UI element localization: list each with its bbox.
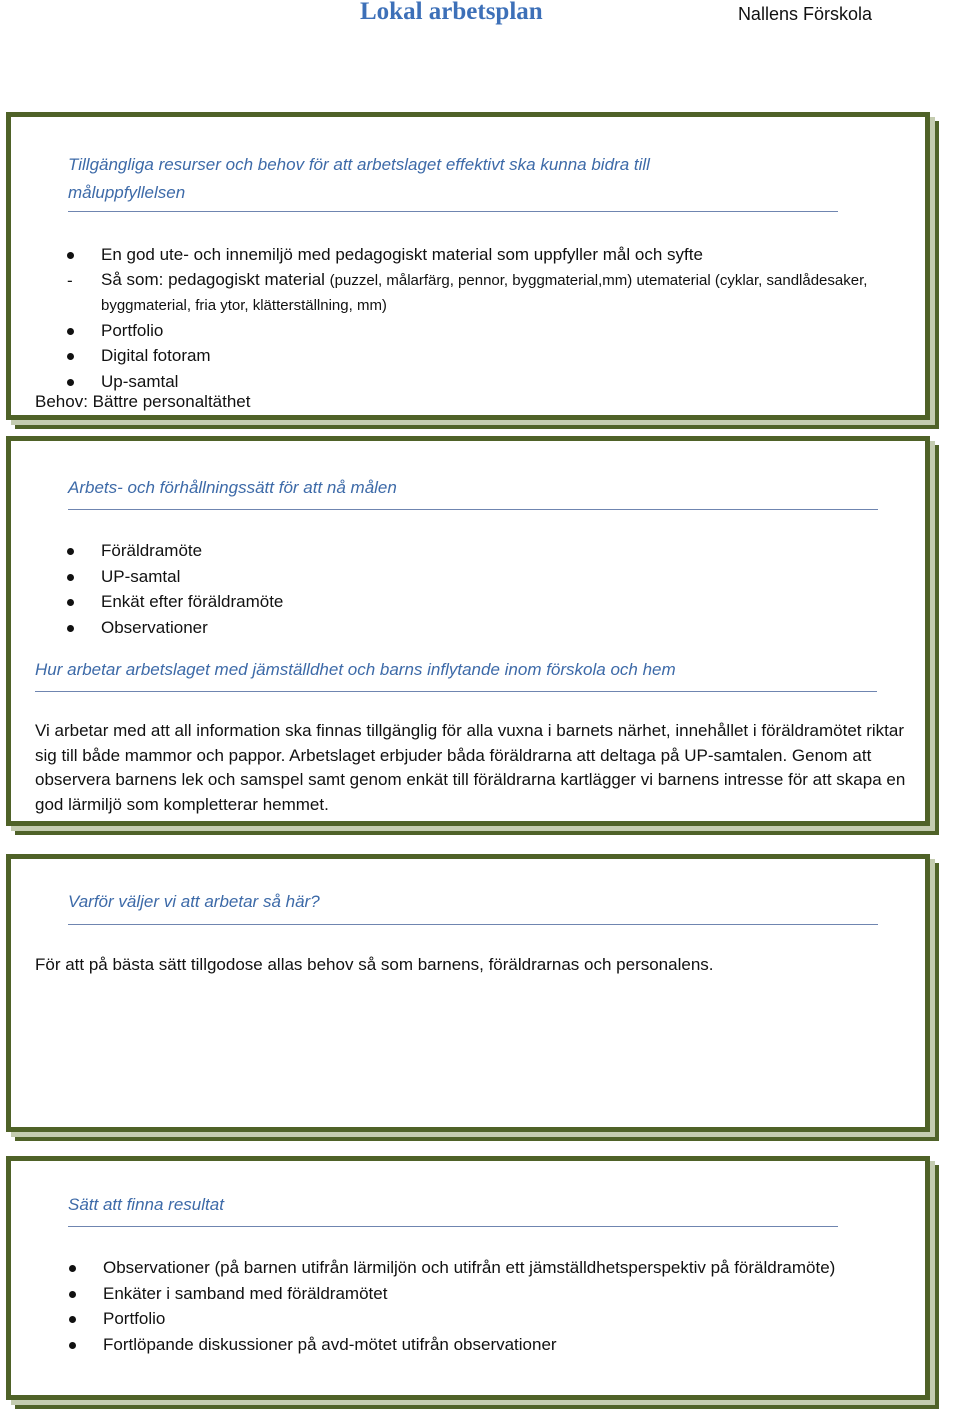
list-item: Fortlöpande diskussioner på avd-mötet utifrån observationer	[69, 1332, 929, 1358]
approach-list	[67, 538, 667, 640]
list-item: Observationer	[67, 615, 667, 641]
reasoning-heading: Varför väljer vi att arbetar så här?	[68, 892, 320, 911]
material-detail: (puzzel, målarfärg, pennor, byggmaterial,mm) utematerial (cyklar, sandlådesaker, byggmaterial, fria ytor, klätterställning, mm)	[101, 271, 868, 314]
reasoning-heading-rule	[68, 924, 878, 925]
approach-heading-rule	[68, 509, 878, 510]
dash-marker: -	[67, 270, 73, 290]
results-heading-rule	[68, 1226, 838, 1227]
list-item: En god ute- och innemiljö med pedagogiskt material som uppfyller mål och syfte	[67, 242, 917, 268]
resources-list	[67, 242, 917, 394]
results-heading: Sätt att finna resultat	[68, 1195, 224, 1214]
material-lead: Så som: pedagogiskt material	[101, 269, 330, 289]
list-item: Enkät efter föräldramöte	[67, 589, 667, 615]
resources-section	[6, 112, 930, 420]
needs-text: Behov: Bättre personaltäthet	[35, 392, 251, 411]
list-item: Portfolio	[67, 318, 917, 344]
list-item: Enkäter i samband med föräldramötet	[69, 1281, 929, 1307]
list-item: Portfolio	[69, 1306, 929, 1332]
reasoning-section	[6, 854, 930, 1132]
equality-heading-rule	[35, 691, 877, 692]
approach-heading: Arbets- och förhållningssätt för att nå målen	[68, 478, 397, 497]
list-item: Digital fotoram	[67, 343, 917, 369]
list-item-detail	[67, 268, 917, 318]
resources-heading-line1: Tillgängliga resurser och behov för att arbetslaget effektivt ska kunna bidra till	[68, 155, 650, 174]
equality-heading: Hur arbetar arbetslaget med jämställdhet och barns inflytande inom förskola och hem	[35, 660, 676, 679]
resources-heading	[68, 151, 650, 207]
resources-heading-rule	[68, 211, 838, 212]
results-list	[69, 1255, 929, 1357]
organization-name: Nallens Förskola	[737, 4, 872, 24]
list-item: Observationer (på barnen utifrån lärmiljön och utifrån ett jämställdhetsperspektiv på föräldramöte)	[69, 1255, 929, 1281]
approach-section	[6, 436, 930, 826]
results-section	[6, 1156, 930, 1400]
list-item: Up-samtal	[67, 369, 917, 395]
list-item: UP-samtal	[67, 564, 667, 590]
equality-paragraph: Vi arbetar med att all information ska finnas tillgänglig för alla vuxna i barnets närhet, innehållet i föräldramötet riktar sig till både mammor och pappor. Arbetslaget erbjuder båda föräldrarna att deltaga på UP-samtalen. Genom att observera barnens lek och samspel samt genom enkät till föräldrarna kartlägger vi barnens intresse för att skapa en god lärmiljö som kompletterar hemmet.	[35, 721, 906, 814]
resources-heading-line2: måluppfyllelsen	[68, 183, 186, 202]
reasoning-paragraph: För att på bästa sätt tillgodose allas behov så som barnens, föräldrarnas och personalens.	[35, 955, 714, 974]
list-item: Föräldramöte	[67, 538, 667, 564]
document-title: Lokal arbetsplan	[360, 0, 543, 25]
